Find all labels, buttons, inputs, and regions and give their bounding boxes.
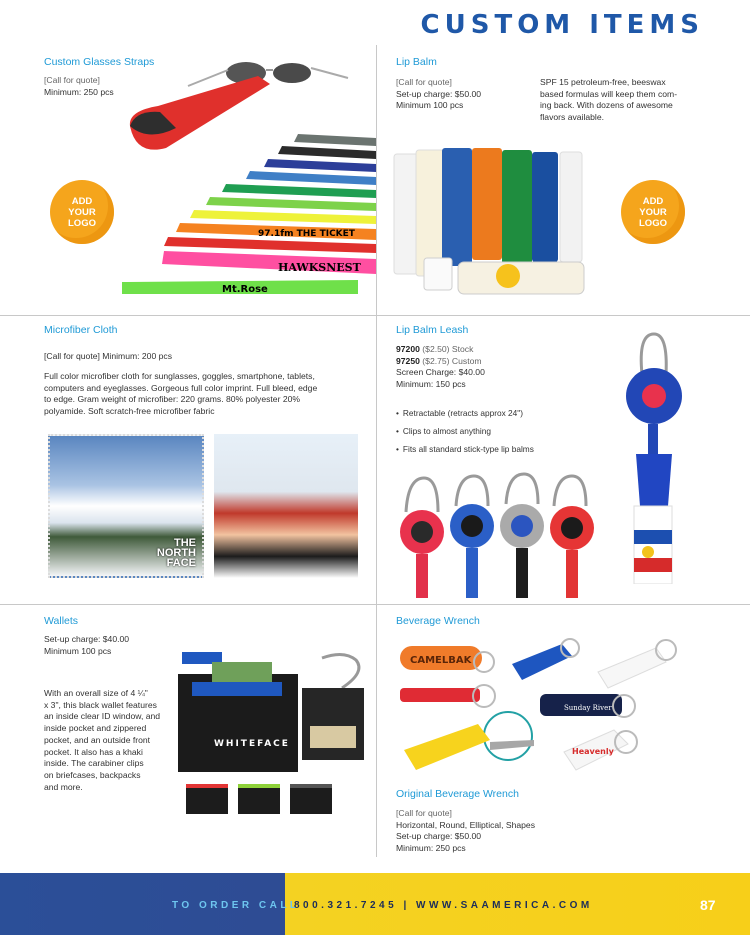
page-title: CUSTOM ITEMS [420,10,704,40]
glasses-straps-title: Custom Glasses Straps [44,56,155,68]
microfiber-cloth-info: [Call for quote] Minimum: 200 pcs [44,351,173,361]
lip-balm-image [388,146,588,298]
beverage-wrench-title: Beverage Wrench [396,615,480,627]
microfiber-cloth-description: Full color microfiber cloth for sunglasses, goggles, smartphone, tablets, computers and eyeglasses. Gorgeous full color imprint. Full bleed, edge to edge. Gram weight of microfiber: 220 grams. 80% polyester 20% polyamide. Soft scratch-free microfiber fabric [44,371,318,417]
wallets-title: Wallets [44,615,79,627]
wallets-info: Set-up charge: $40.00 Minimum 100 pcs [44,634,130,656]
page-number: 87 [700,897,716,913]
row-divider [0,315,750,316]
sunglasses-icon [188,62,348,86]
original-beverage-wrench-title: Original Beverage Wrench [396,788,519,800]
whiteface-logo: WHITEFACE [214,739,290,749]
add-your-logo-badge: ADD YOUR LOGO [50,180,114,244]
lip-balm-title: Lip Balm [396,56,437,68]
beverage-wrench-image [394,632,694,782]
lip-balm-info: [Call for quote] Set-up charge: $50.00 Minimum 100 pcs [396,77,482,110]
column-divider [376,605,377,857]
glasses-straps-info: [Call for quote] Minimum: 250 pcs [44,75,114,97]
strap-text-hawksnest: HAWKSNEST [278,261,361,274]
bullet-item: • Clips to almost anything [396,426,534,437]
add-your-logo-badge: ADD YOUR LOGO [621,180,685,244]
camelbak-logo: CAMELBAK [410,655,472,666]
lip-balm-leash-single-image [608,330,698,584]
heavenly-logo: Heavenly [572,747,614,756]
bullet-item: • Fits all standard stick-type lip balms [396,444,534,455]
glasses-straps-image [118,56,378,296]
contact-info: 800.321.7245 | WWW.SAAMERICA.COM [294,900,593,911]
page-footer [0,873,750,935]
lip-balm-leash-group-image [394,472,608,602]
microfiber-cloth-title: Microfiber Cloth [44,324,118,336]
beverage-wrench-info: [Call for quote] Horizontal, Round, Elliptical, Shapes Set-up charge: $50.00 Minimum: 250 pcs [396,808,536,853]
strap-text-mtrose: Mt.Rose [222,284,268,295]
strap-text-ticket: 97.1fm THE TICKET [258,229,355,239]
bullet-item: • Retractable (retracts approx 24") [396,408,534,419]
microfiber-cloth-mountain-photo [48,434,204,578]
order-call-label: TO ORDER CALL [172,900,300,911]
lip-balm-leash-title: Lip Balm Leash [396,324,469,336]
column-divider [376,316,377,604]
north-face-logo: THE NORTH FACE [156,537,196,569]
sunday-river-logo: Sunday River [564,704,612,712]
lip-balm-leash-info: 97200 ($2.50) Stock 97250 ($2.75) Custom Screen Charge: $40.00 Minimum: 150 pcs [396,344,485,389]
row-divider [0,604,750,605]
wallet-image [172,648,372,820]
lip-balm-description: SPF 15 petroleum-free, beeswax based formulas will keep them com- ing back. With dozens of awesome flavors available. [540,77,678,123]
wallets-description: With an overall size of 4 ¼" x 3", this black wallet features an inside clear ID window, and inside pocket and zippered pocket, and an outside front pocket. It also has a khaki inside. The carabiner clips on briefcases, backpacks and more. [44,688,161,792]
microfiber-cloth-skiers-photo [214,434,358,578]
lip-balm-leash-bullets [396,408,534,462]
